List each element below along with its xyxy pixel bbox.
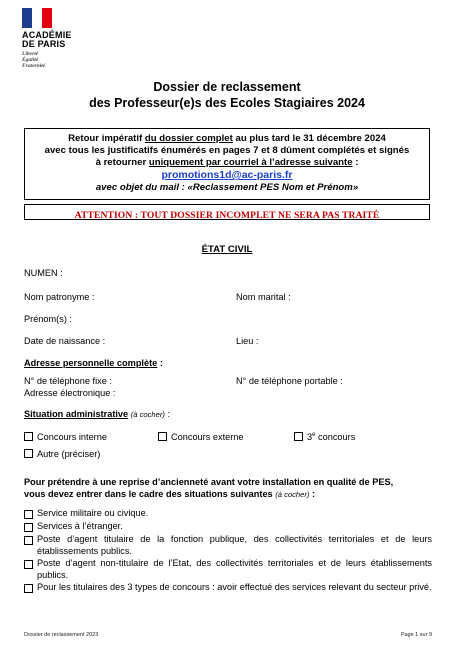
checkbox-concours-externe[interactable]: Concours externe bbox=[158, 432, 244, 442]
field-tel-fixe: N° de téléphone fixe : bbox=[24, 376, 112, 386]
checkbox-icon bbox=[24, 523, 33, 532]
etat-civil-title: ÉTAT CIVIL bbox=[201, 244, 253, 255]
contact-email-link[interactable]: promotions1d@ac-paris.fr bbox=[161, 169, 293, 181]
situation-heading: Situation administrative (à cocher) : bbox=[24, 409, 171, 419]
logo-academie: ACADÉMIE bbox=[22, 30, 72, 40]
checkbox-icon bbox=[24, 536, 33, 545]
checkbox-icon bbox=[24, 560, 33, 569]
incomplete-warning-text: ATTENTION : TOUT DOSSIER INCOMPLET NE SERA PAS TRAITÉ bbox=[74, 210, 380, 221]
field-nom-patronyme: Nom patronyme : bbox=[24, 292, 95, 302]
checkbox-services-etranger[interactable]: Services à l’étranger. bbox=[24, 521, 432, 533]
field-nom-marital: Nom marital : bbox=[236, 292, 291, 302]
checkbox-service-militaire[interactable]: Service militaire ou civique. bbox=[24, 508, 432, 520]
field-prenoms: Prénom(s) : bbox=[24, 314, 72, 324]
checkbox-agent-non-titulaire[interactable]: Poste d’agent non-titulaire de l’Etat, des collectivités territoriales et de leurs établissements publics. bbox=[24, 558, 432, 581]
checkbox-autre[interactable]: Autre (préciser) bbox=[24, 449, 100, 459]
checkbox-icon bbox=[158, 432, 167, 441]
logo-de-paris: DE PARIS bbox=[22, 39, 66, 49]
notice-line-courriel: à retourner uniquement par courriel à l’adresse suivante : bbox=[95, 157, 359, 168]
footer-page-number: Page 1 sur 9 bbox=[400, 632, 432, 638]
footer-document-name: Dossier de reclassement 2023 bbox=[24, 632, 99, 638]
notice-line-justificatifs: avec tous les justificatifs énumérés en pages 7 et 8 dûment complétés et signés bbox=[44, 145, 410, 156]
checkbox-icon bbox=[24, 510, 33, 519]
checkbox-secteur-prive[interactable]: Pour les titulaires des 3 types de concours : avoir effectué des services relevant du secteur privé. bbox=[24, 582, 432, 594]
republic-motto: Liberté Égalité Fraternité bbox=[22, 51, 46, 69]
checkbox-icon bbox=[294, 432, 303, 441]
field-numen: NUMEN : bbox=[24, 268, 63, 278]
field-lieu: Lieu : bbox=[236, 336, 259, 346]
checkbox-icon bbox=[24, 584, 33, 593]
marianne-logo-icon bbox=[22, 8, 52, 28]
return-notice-box bbox=[24, 128, 430, 200]
field-email: Adresse électronique : bbox=[24, 388, 116, 398]
document-title-line1: Dossier de reclassement bbox=[153, 80, 301, 94]
anciennete-intro: Pour prétendre à une reprise d’ancienneté avant votre installation en qualité de PES, vous devez entrer dans le cadre des situations suivantes (à cocher) : bbox=[24, 477, 394, 499]
incomplete-warning-box bbox=[24, 204, 430, 220]
checkbox-icon bbox=[24, 432, 33, 441]
document-title-line2: des Professeur(e)s des Ecoles Stagiaires 2024 bbox=[89, 96, 365, 110]
checkbox-icon bbox=[24, 449, 33, 458]
checkbox-agent-titulaire[interactable]: Poste d’agent titulaire de la fonction publique, des collectivités territoriales et de leurs établissements publics. bbox=[24, 534, 432, 557]
checkbox-troisieme-concours[interactable]: 3e concours bbox=[294, 432, 355, 442]
checkbox-concours-interne[interactable]: Concours interne bbox=[24, 432, 107, 442]
notice-line-objet: avec objet du mail : «Reclassement PES Nom et Prénom» bbox=[95, 182, 359, 193]
field-date-naissance: Date de naissance : bbox=[24, 336, 106, 346]
notice-line-deadline: Retour impératif du dossier complet au plus tard le 31 décembre 2024 bbox=[68, 133, 386, 144]
adresse-heading: Adresse personnelle complète : bbox=[24, 358, 163, 368]
field-tel-portable: N° de téléphone portable : bbox=[236, 376, 343, 386]
